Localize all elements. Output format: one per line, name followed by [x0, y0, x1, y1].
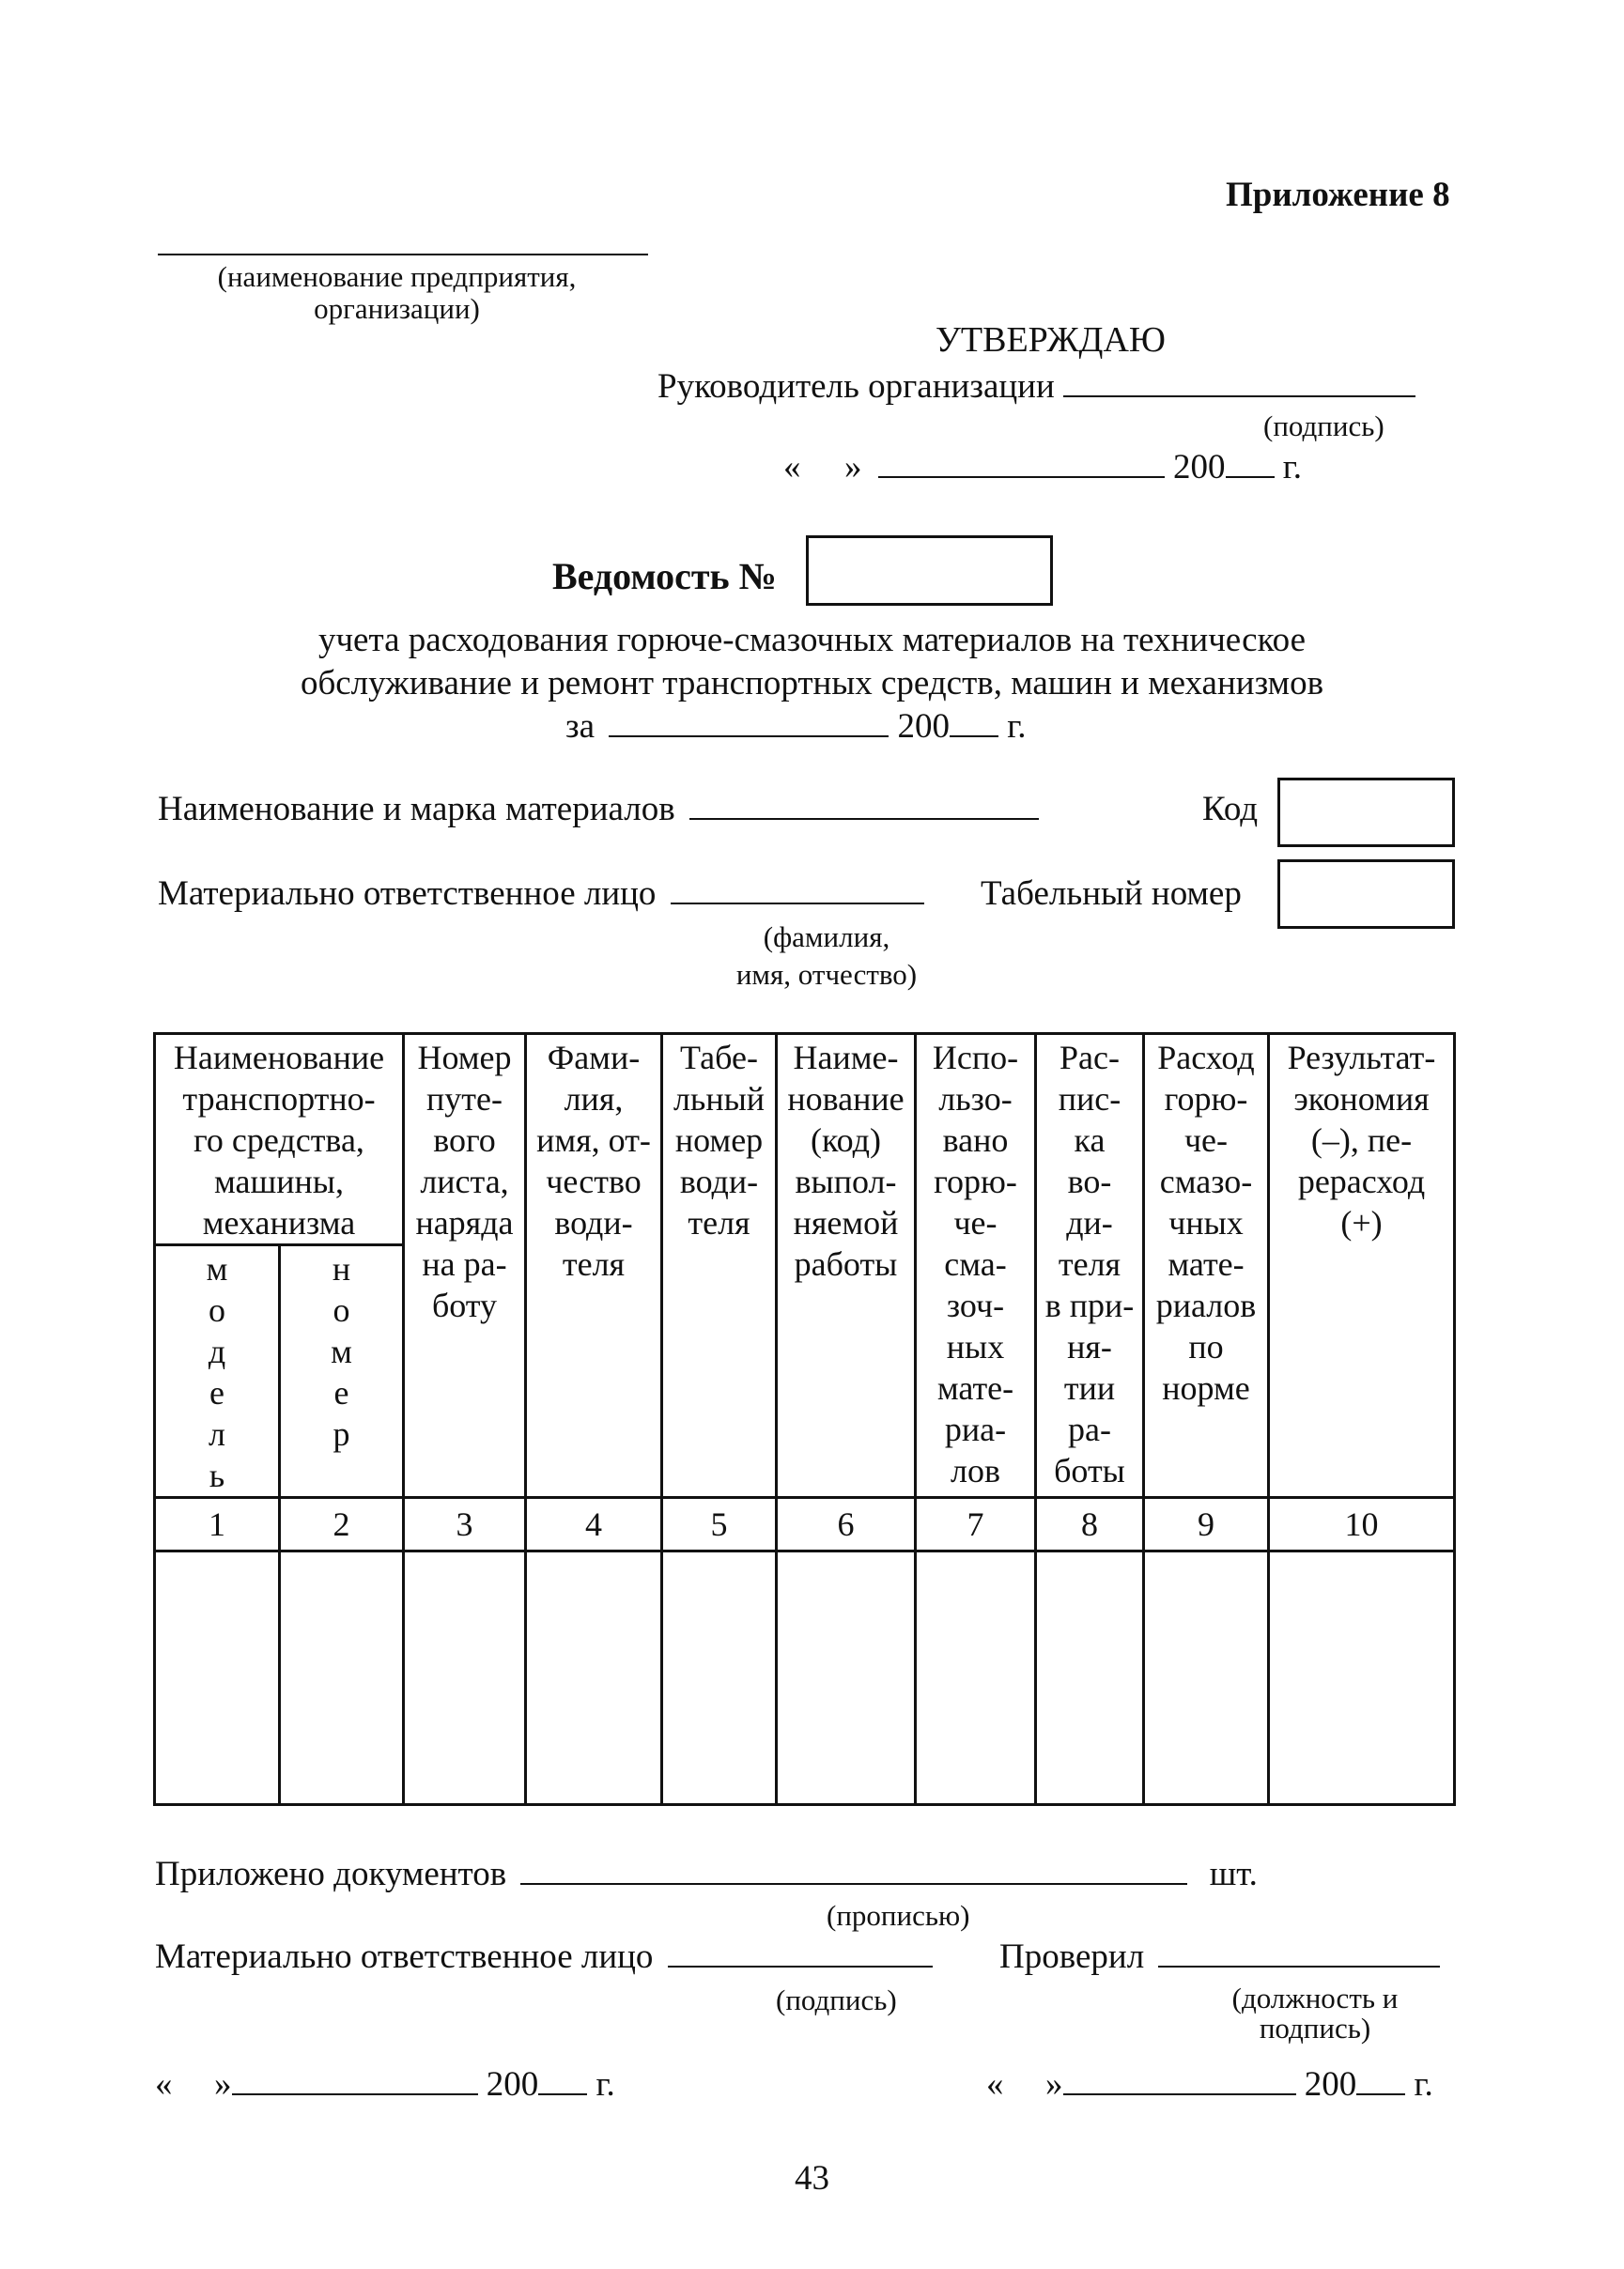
footer-right-year-suffix: г.: [1414, 2065, 1433, 2104]
header-waybill: Номер путе- вого листа, наряда на ра- боту: [404, 1034, 526, 1498]
period-prefix: за: [565, 707, 595, 746]
table-cell[interactable]: [526, 1551, 662, 1805]
approve-year-line[interactable]: [1226, 475, 1275, 478]
footer-responsible-line[interactable]: [668, 1965, 933, 1968]
table-cell[interactable]: [916, 1551, 1036, 1805]
checked-label: Проверил: [999, 1937, 1145, 1976]
col-number: 5: [662, 1498, 777, 1551]
fio-caption: (фамилия, имя, отчество): [735, 920, 918, 991]
responsible-label: Материально ответственное лицо: [158, 874, 657, 913]
fuel-table: [153, 1032, 1456, 1806]
col-number: 9: [1144, 1498, 1269, 1551]
footer-date-left: [155, 2064, 615, 2105]
quote-open: «: [783, 448, 801, 486]
quote-close: »: [844, 448, 862, 486]
period-month-line[interactable]: [609, 734, 889, 737]
code-box[interactable]: [1277, 778, 1455, 847]
footer-right-month-line[interactable]: [1063, 2092, 1296, 2095]
footer-left-year: 200: [486, 2065, 539, 2104]
code-label: Код: [1202, 790, 1259, 828]
footer-date-right: [986, 2064, 1433, 2105]
approve-signature-line[interactable]: [1063, 394, 1415, 397]
header-driver-name: Фами- лия, имя, от- чество води- теля: [526, 1034, 662, 1498]
words-caption: (прописью): [827, 1899, 970, 1932]
col-number: 6: [777, 1498, 916, 1551]
footer-responsible-label: Материально ответственное лицо: [155, 1937, 654, 1976]
table-header-row: [155, 1034, 1455, 1245]
period-year-line[interactable]: [950, 734, 998, 737]
approve-head-row: [657, 366, 1415, 407]
table-cell[interactable]: [662, 1551, 777, 1805]
material-row: [158, 789, 1039, 829]
org-name-line[interactable]: [158, 254, 648, 255]
approve-year-suffix: г.: [1282, 448, 1303, 486]
col-number: 7: [916, 1498, 1036, 1551]
material-label: Наименование и марка материалов: [158, 790, 675, 828]
tab-number-box[interactable]: [1277, 859, 1455, 929]
org-name-caption: (наименование предприятия, организации): [217, 260, 577, 325]
table-cell[interactable]: [1144, 1551, 1269, 1805]
footer-signature-caption: (подпись): [776, 1983, 897, 2016]
responsible-row: [158, 873, 924, 914]
attached-line[interactable]: [520, 1882, 1187, 1885]
table-data-row: [155, 1551, 1455, 1805]
quote-open: «: [986, 2065, 1004, 2104]
table-cell[interactable]: [777, 1551, 916, 1805]
table-cell[interactable]: [1269, 1551, 1455, 1805]
vedomost-period-row: [565, 706, 1027, 747]
header-work-code: Наиме- нование (код) выпол- няемой работы: [777, 1034, 916, 1498]
period-year: 200: [897, 707, 951, 746]
col-number: 3: [404, 1498, 526, 1551]
attached-unit: шт.: [1209, 1855, 1258, 1893]
table-cell[interactable]: [155, 1551, 280, 1805]
quote-open: «: [155, 2065, 173, 2104]
col-number: 8: [1036, 1498, 1144, 1551]
position-caption: (должность и подпись): [1231, 1982, 1399, 2045]
approve-date-row: [783, 447, 1302, 487]
footer-left-month-line[interactable]: [232, 2092, 478, 2095]
table-cell[interactable]: [280, 1551, 404, 1805]
header-driver-receipt: Рас- пис- ка во- ди- теля в при- ня- тии ра- боты: [1036, 1034, 1144, 1498]
vedomost-subtitle-2: обслуживание и ремонт транспортных средств, машин и механизмов: [300, 664, 1324, 702]
vedomost-subtitle-1: учета расходования горюче-смазочных материалов на техническое: [317, 621, 1307, 659]
table-number-row: [155, 1498, 1455, 1551]
footer-left-year-suffix: г.: [595, 2065, 615, 2104]
table-cell[interactable]: [1036, 1551, 1144, 1805]
approve-signature-caption: (подпись): [1263, 409, 1384, 442]
material-line[interactable]: [689, 817, 1039, 820]
quote-close: »: [214, 2065, 232, 2104]
tab-number-label: Табельный номер: [981, 874, 1242, 913]
checked-row: [999, 1937, 1440, 1977]
header-used-fuel: Испо- льзо- вано горю- че- сма- зоч- ных мате- риа- лов: [916, 1034, 1036, 1498]
col-number: 1: [155, 1498, 280, 1551]
approve-month-line[interactable]: [878, 475, 1165, 478]
page-number: 43: [795, 2159, 829, 2198]
appendix-label: Приложение 8: [1226, 176, 1450, 214]
quote-close: »: [1045, 2065, 1063, 2104]
footer-left-year-line[interactable]: [538, 2092, 587, 2095]
header-vehicle: Наименование транспортно- го средства, машины, механизма: [155, 1034, 404, 1245]
subheader-model: м о д е л ь: [155, 1245, 280, 1498]
attached-label: Приложено документов: [155, 1855, 507, 1893]
period-year-suffix: г.: [1007, 707, 1027, 746]
footer-right-year-line[interactable]: [1356, 2092, 1405, 2095]
footer-right-year: 200: [1304, 2065, 1357, 2104]
subheader-number: н о м е р: [280, 1245, 404, 1498]
vedomost-number-box[interactable]: [806, 535, 1053, 606]
header-result: Результат- экономия (–), пе- рерасход (+): [1269, 1034, 1455, 1498]
approve-year: 200: [1173, 448, 1226, 486]
checked-line[interactable]: [1158, 1965, 1440, 1968]
header-norm-fuel: Расход горю- че- смазо- чных мате- риалов по норме: [1144, 1034, 1269, 1498]
approve-head-label: Руководитель организации: [657, 367, 1055, 406]
table-cell[interactable]: [404, 1551, 526, 1805]
vedomost-title: Ведомость №: [552, 555, 777, 597]
col-number: 10: [1269, 1498, 1455, 1551]
header-driver-tab: Табе- льный номер води- теля: [662, 1034, 777, 1498]
col-number: 4: [526, 1498, 662, 1551]
attached-row: [155, 1854, 1258, 1894]
approve-title: УТВЕРЖДАЮ: [936, 320, 1166, 360]
col-number: 2: [280, 1498, 404, 1551]
responsible-line[interactable]: [671, 902, 924, 904]
footer-responsible-row: [155, 1937, 933, 1977]
